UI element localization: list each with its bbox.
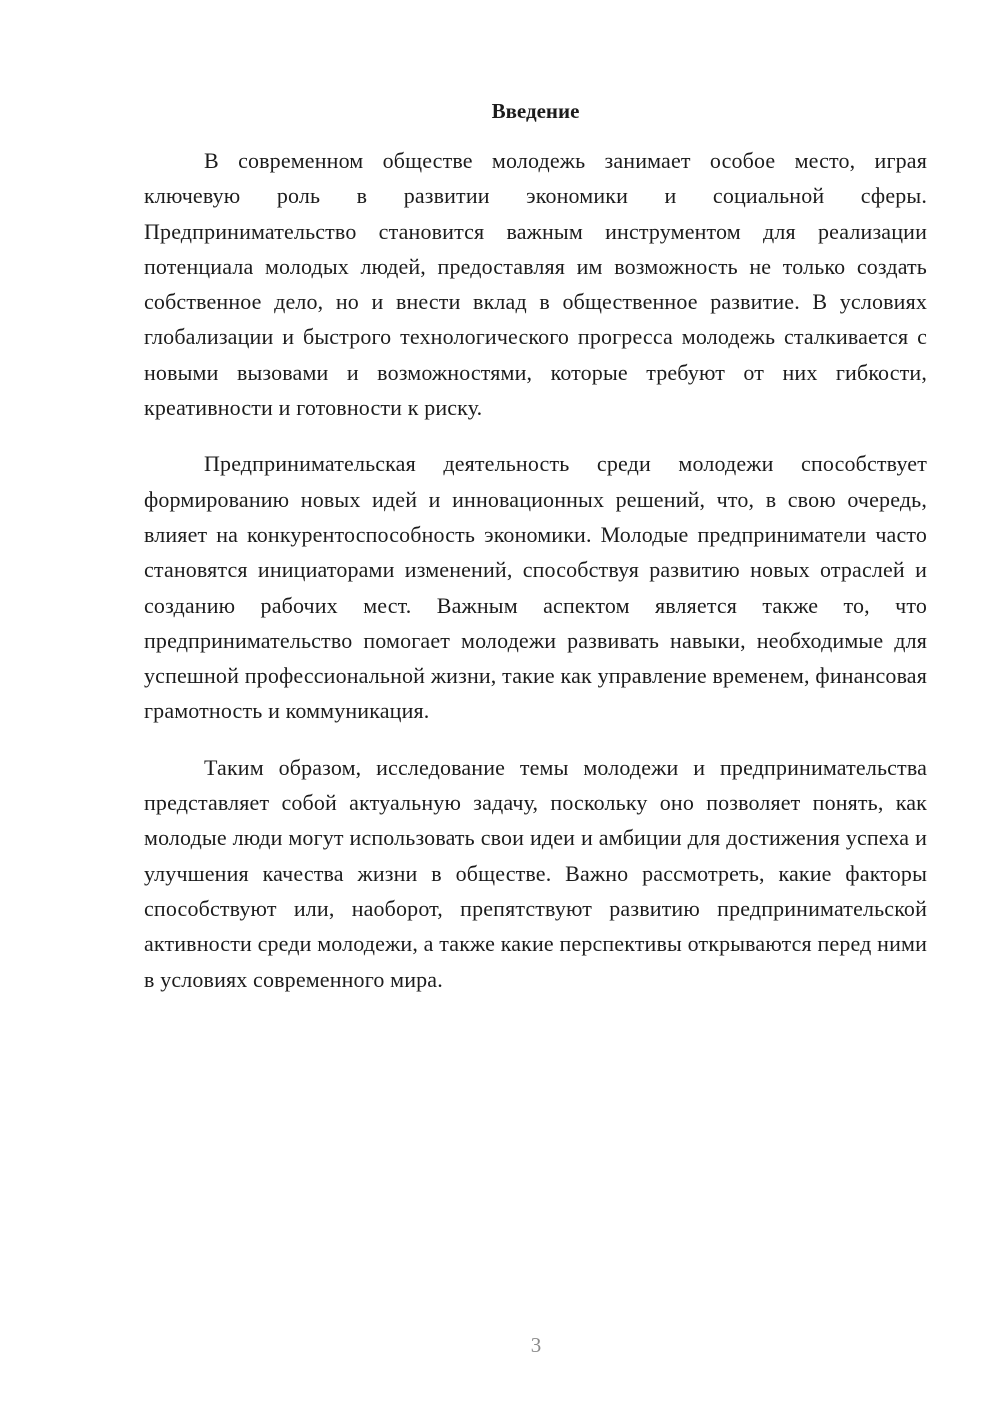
paragraph-1: В современном обществе молодежь занимает особое место, играя ключевую роль в развитии экономики и социальной сферы. Предпринимательство становится важным инструментом для реализации потенциала молодых людей, предоставляя им возможность не только создать собственное дело, но и внести вклад в общественное развитие. В условиях глобализации и быстрого технологического прогресса молодежь сталкивается с новыми вызовами и возможностями, которые требуют от них гибкости, креативности и готовности к риску. <box>144 148 927 421</box>
paragraph-2: Предпринимательская деятельность среди молодежи способствует формированию новых идей и инновационных решений, что, в свою очередь, влияет на конкурентоспособность экономики. Молодые предприниматели часто становятся инициаторами изменений, способствуя развитию новых отраслей и созданию рабочих мест. Важным аспектом является также то, что предпринимательство помогает молодежи развивать навыки, необходимые для успешной профессиональной жизни, такие как управление временем, финансовая грамотность и коммуникация. <box>144 451 927 724</box>
page-number: 3 <box>530 1333 542 1357</box>
section-heading: Введение <box>491 99 580 123</box>
body-text <box>144 143 927 1018</box>
paragraph-3: Таким образом, исследование темы молодежи и предпринимательства представляет собой актуальную задачу, поскольку оно позволяет понять, как молодые люди могут использовать свои идеи и амбиции для достижения успеха и улучшения качества жизни в обществе. Важно рассмотреть, какие факторы способствуют или, наоборот, препятствуют развитию предпринимательской активности среди молодежи, а также какие перспективы открываются перед ними в условиях современного мира. <box>144 754 927 992</box>
